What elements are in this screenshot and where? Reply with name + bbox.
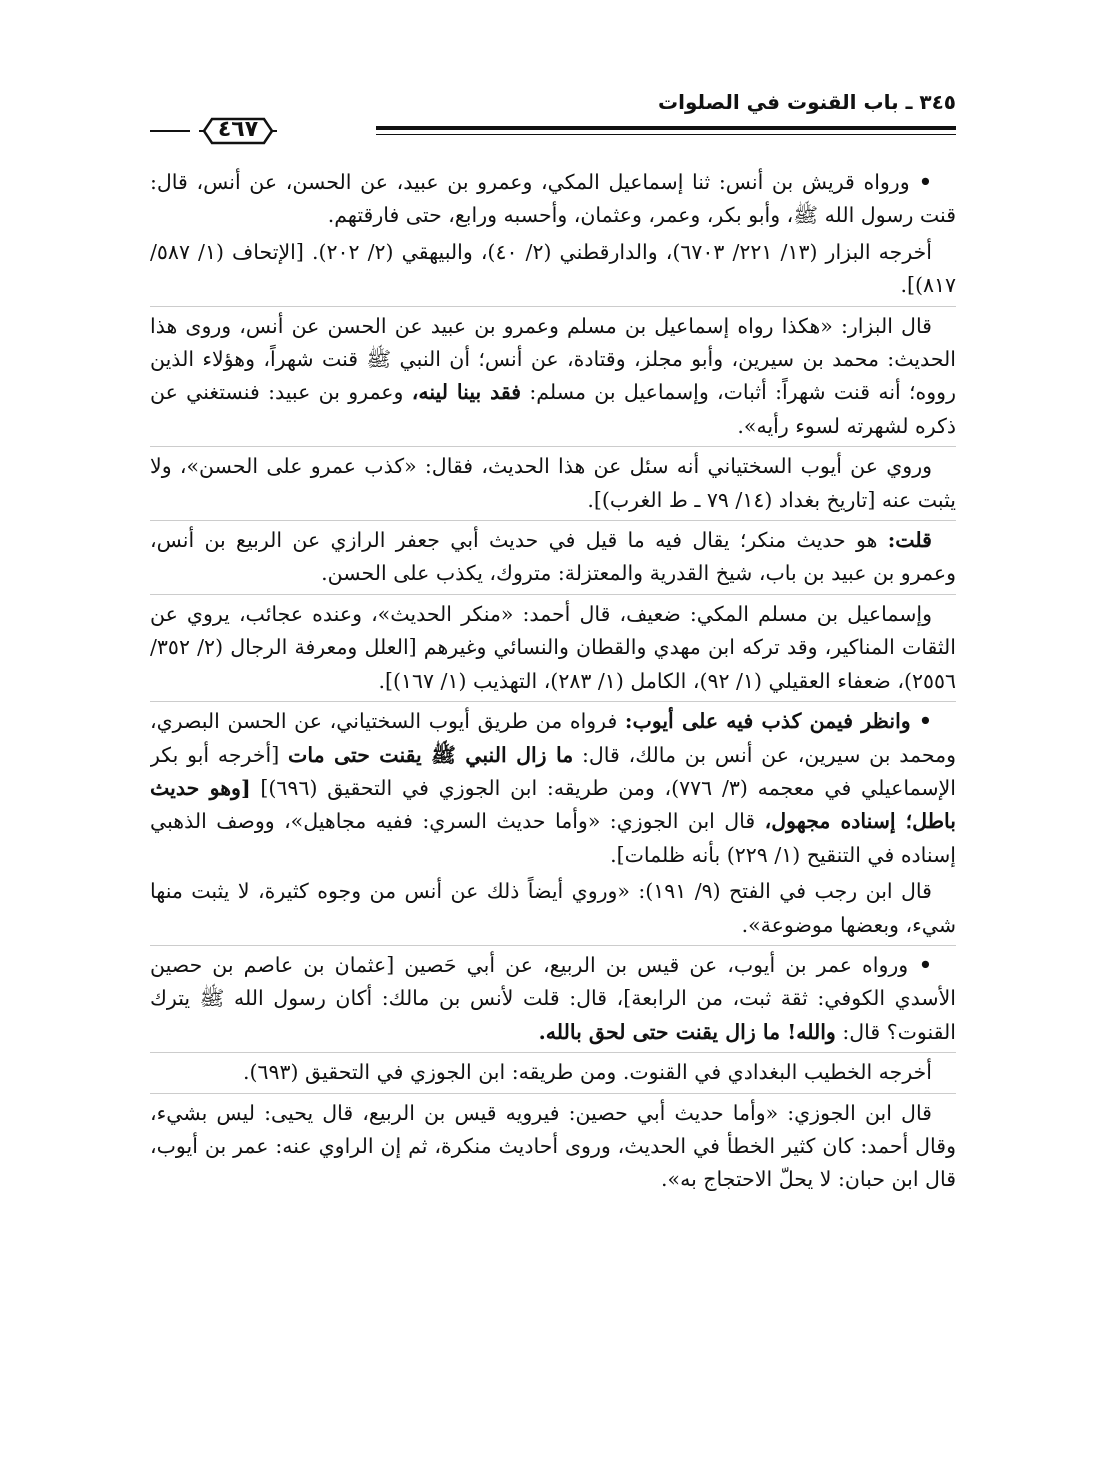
paragraph — [150, 166, 956, 233]
text-run: [أخرجه أبو بكر الإسماعيلي في معجمه (٣/ ٧٧٦)، ومن طريقه: ابن الجوزي في التحقيق (٦٩٦)] — [150, 742, 956, 800]
text-run: قال البزار: «هكذا رواه إسماعيل بن مسلم وعمرو بن عبيد عن الحسن عن أنس، وروى هذا الحديث: محمد بن سيرين، وأبو مجلز، وقتادة، عن أنس؛ أن النبي ﷺ قنت شهراً، وهؤلاء الذين رووه؛ أنه قنت شهراً: أثبات، وإسماعيل بن مسلم: — [150, 313, 956, 405]
paragraph — [150, 1052, 956, 1089]
text-run: أخرجه الخطيب البغدادي في القنوت. ومن طريقه: ابن الجوزي في التحقيق (٦٩٣). — [242, 1060, 932, 1085]
bold-text: ما زال النبي ﷺ يقنت حتى مات — [288, 742, 574, 767]
bold-text: فقد بينا لينه، — [411, 380, 522, 405]
chapter-title: ٣٤٥ ـ باب القنوت في الصلوات — [657, 90, 956, 114]
header-rule-thin — [376, 134, 956, 135]
bold-text: • — [908, 952, 932, 977]
text-run: قال ابن رجب في الفتح (٩/ ١٩١): «وروي أيضاً ذلك عن أنس من وجوه كثيرة، لا يثبت منها شيء، وبعضها موضوعة». — [150, 879, 956, 937]
header-rule-left — [150, 130, 190, 132]
paragraph — [150, 875, 956, 942]
bold-text: [وهو حديث باطل؛ إسناده مجهول، — [150, 775, 956, 834]
text-run: أخرجه البزار (١٣/ ٢٢١/ ٦٧٠٣)، والدارقطني (٢/ ٤٠)، والبيهقي (٢/ ٢٠٢). [الإتحاف (١/ ٥٨٧/ ٨١٧)]. — [150, 239, 956, 298]
paragraph — [150, 520, 956, 591]
text-run: ورواه عمر بن أيوب، عن قيس بن الربيع، عن أبي حَصين [عثمان بن عاصم بن حصين الأسدي الكوفي: ثقة ثبت، من الرابعة]، قال: قلت لأنس بن مالك: أكان رسول الله ﷺ يترك القنوت؟ قال: — [150, 952, 956, 1044]
text-run: وعمرو بن عبيد: فنستغني عن ذكره لشهرته لسوء رأيه». — [150, 380, 956, 438]
bold-text: • — [909, 170, 932, 194]
page-number: ٤٦٧ — [217, 117, 259, 142]
text-run: وإسماعيل بن مسلم المكي: ضعيف، قال أحمد: «منكر الحديث»، وعنده عجائب، يروي عن الثقات المناكير، وقد تركه ابن مهدي والقطان والنسائي وغيرهم [العلل ومعرفة الرجال (٢/ ٣٥٢/ ٢٥٥٦)، ضعفاء العقيلي (١/ ٩٢)، الكامل (١/ ٢٨٣)، التهذيب (١/ ١٦٧)]. — [150, 601, 956, 693]
text-run: فرواه من طريق أيوب السختياني، عن الحسن البصري، ومحمد بن سيرين، عن أنس بن مالك، قال: — [150, 709, 956, 767]
bold-text: والله! ما زال يقنت حتى لحق بالله. — [538, 1019, 836, 1044]
paragraph — [150, 945, 956, 1049]
paragraph — [150, 701, 956, 872]
page-header — [150, 86, 956, 144]
header-rule-thick — [376, 126, 956, 130]
text-run: قال ابن الجوزي: «وأما حديث السري: ففيه مجاهيل»، ووصف الذهبي إسناده في التنقيح (١/ ٢٢٩) بأنه ظلمات]. — [150, 809, 956, 867]
page-body — [150, 166, 956, 1197]
text-run: وروي عن أيوب السختياني أنه سئل عن هذا الحديث، فقال: «كذب عمرو على الحسن»، ولا يثبت عنه [تاريخ بغداد (١٤/ ٧٩ ـ ط الغرب)]. — [150, 454, 956, 512]
text-run: ورواه قريش بن أنس: ثنا إسماعيل المكي، وعمرو بن عبيد، عن الحسن، عن أنس، قال: قنت رسول الله ﷺ، وأبو بكر، وعمر، وعثمان، وأحسبه ورابع، حتى فارقتهم. — [150, 170, 956, 228]
text-run: هو حديث منكر؛ يقال فيه ما قيل في حديث أبي جعفر الرازي عن الربيع بن أنس، وعمرو بن عبيد بن باب، شيخ القدرية والمعتزلة: متروك، يكذب على الحسن. — [150, 528, 956, 586]
bold-text: قلت: — [887, 528, 932, 553]
paragraph — [150, 446, 956, 517]
text-run: قال ابن الجوزي: «وأما حديث أبي حصين: فيرويه قيس بن الربيع، قال يحيى: ليس بشيء، وقال أحمد: كان كثير الخطأ في الحديث، وروى أحاديث منكرة، ثم إن الراوي عنه: عمر بن أيوب، قال ابن حبان: لا يحلّ الاحتجاج به». — [150, 1100, 956, 1192]
paragraph — [150, 236, 956, 303]
paragraph — [150, 1093, 956, 1197]
paragraph — [150, 594, 956, 698]
bold-text: • وانظر فيمن كذب فيه على أيوب: — [624, 709, 932, 734]
book-page — [150, 86, 956, 1456]
paragraph — [150, 306, 956, 444]
page-number-badge — [198, 114, 368, 148]
